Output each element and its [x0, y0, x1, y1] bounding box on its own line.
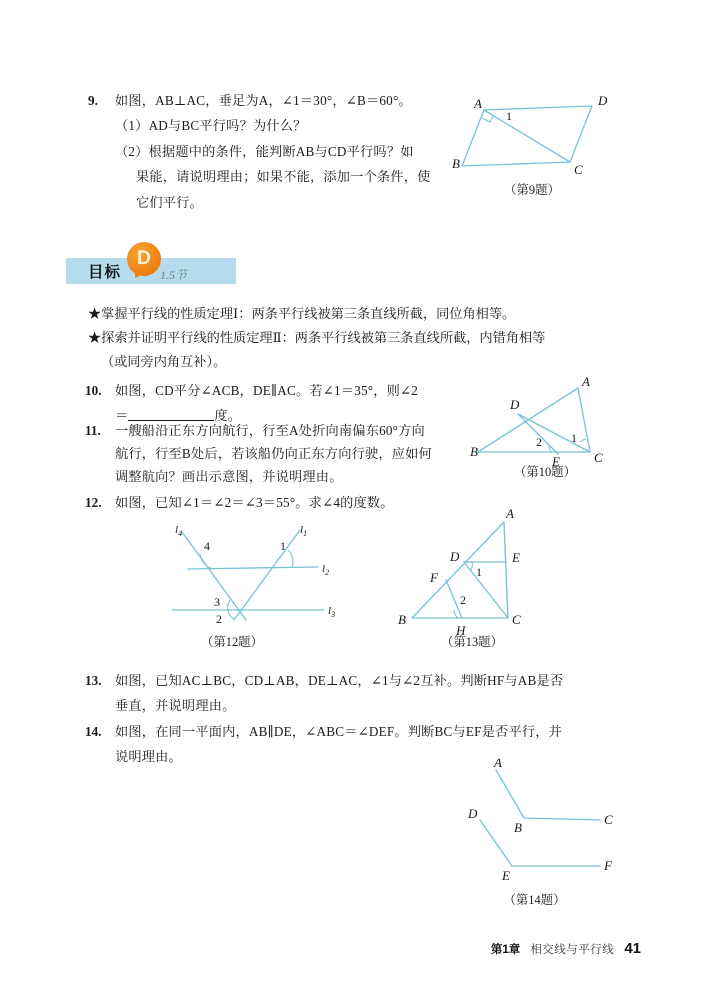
- problem-12-line-1: 如图，已知∠1＝∠2＝∠3＝55°。求∠4的度数。: [115, 495, 394, 510]
- problem-9-line-3: （2）根据题中的条件，能判断AB与CD平行吗？如: [115, 144, 414, 159]
- problem-number-9: 9.: [88, 93, 98, 108]
- problem-10-line-1: 如图，CD平分∠ACB，DE∥AC。若∠1＝35°，则∠2: [115, 383, 419, 398]
- figure-12-label-l4: $l_4$: [175, 524, 183, 538]
- figure-9-label-D: D: [598, 93, 608, 108]
- figure-14-label-B: B: [514, 820, 522, 835]
- figure-13-label-E: E: [512, 550, 520, 565]
- figure-12-label-angle-1: 1: [280, 539, 286, 553]
- figure-13-label-angle-1: 1: [476, 565, 482, 579]
- figure-12-label-angle-2: 2: [216, 612, 222, 626]
- problem-10-equals: ＝: [115, 408, 129, 423]
- figure-12-label-l3: $l_3$: [328, 605, 336, 619]
- figure-12-label-angle-4: 4: [204, 539, 210, 553]
- goal-badge-icon: [127, 242, 165, 280]
- figure-14-label-D: D: [468, 806, 478, 821]
- problem-13-line-1: 如图，已知AC⊥BC，CD⊥AB，DE⊥AC，∠1与∠2互补。判断HF与AB是否: [115, 673, 564, 688]
- figure-14-caption: （第14题）: [503, 893, 566, 907]
- goal-banner-label: 目标: [88, 264, 122, 281]
- footer-chapter-title: 相交线与平行线: [530, 944, 615, 956]
- problem-9-line-1: 如图，AB⊥AC，垂足为A，∠1＝30°，∠B＝60°。: [115, 93, 412, 108]
- problem-9-line-4: 果能，请说明理由；如果不能，添加一个条件，使: [136, 169, 431, 184]
- figure-9-label-B: B: [452, 156, 460, 171]
- figure-13-label-angle-2: 2: [460, 593, 466, 607]
- figure-13-label-C: C: [512, 612, 521, 627]
- problem-11-line-2: 航行，行至B处后，若该船仍向正东方向行驶，应如何: [115, 446, 432, 461]
- figure-10-label-angle-2: 2: [536, 435, 542, 449]
- figure-13-label-B: B: [398, 612, 406, 627]
- goal-bullet-3: （或同旁内角互补）。: [101, 354, 227, 369]
- problem-11-line-1: 一艘船沿正东方向航行，行至A处折向南偏东60°方向: [115, 423, 425, 438]
- figure-14-label-F: F: [604, 858, 612, 873]
- figure-12-label-angle-3: 3: [214, 595, 220, 609]
- figure-problem-12: [172, 524, 357, 626]
- problem-number-11: 11.: [85, 423, 101, 438]
- figure-problem-9: [452, 93, 612, 177]
- problem-13-line-2: 垂直，并说明理由。: [115, 698, 236, 713]
- figure-13-label-A: A: [506, 506, 514, 521]
- problem-number-14: 14.: [85, 724, 102, 739]
- goal-badge-letter: D: [137, 248, 151, 269]
- figure-problem-13: [392, 506, 552, 638]
- goal-section-label: 1.5节: [160, 268, 188, 282]
- problem-number-13: 13.: [85, 673, 102, 688]
- problem-number-12: 12.: [85, 495, 102, 510]
- problem-9-line-5: 它们平行。: [136, 195, 203, 210]
- figure-10-label-angle-1: 1: [571, 431, 577, 445]
- figure-14-label-C: C: [604, 812, 613, 827]
- figure-13-label-D: D: [450, 549, 460, 564]
- figure-14-label-A: A: [494, 755, 502, 770]
- goal-bullet-2: ★探索并证明平行线的性质定理Ⅱ：两条平行线被第三条直线所截，内错角相等: [88, 330, 546, 345]
- figure-12-label-l1: $l_1$: [300, 524, 308, 538]
- figure-10-label-B: B: [470, 444, 478, 459]
- problem-10-unit: 度。: [214, 408, 242, 423]
- footer-chapter-label: 第1章: [490, 944, 521, 956]
- figure-13-caption: （第13题）: [441, 635, 503, 649]
- figure-problem-14: [452, 755, 617, 884]
- figure-13-label-H: H: [456, 623, 466, 638]
- figure-10-label-C: C: [594, 450, 603, 465]
- figure-9-label-angle-1: 1: [506, 109, 512, 123]
- problem-number-10: 10.: [85, 383, 102, 398]
- goal-bullet-1: ★掌握平行线的性质定理Ⅰ：两条平行线被第三条直线所截，同位角相等。: [88, 306, 516, 321]
- figure-10-label-D: D: [510, 397, 520, 412]
- figure-10-label-A: A: [582, 374, 590, 389]
- figure-problem-10: [470, 376, 620, 468]
- figure-9-caption: （第9题）: [504, 183, 560, 197]
- figure-10-label-E: E: [552, 454, 560, 469]
- problem-11-line-3: 调整航向？画出示意图，并说明理由。: [115, 469, 343, 484]
- figure-12-caption: （第12题）: [201, 635, 263, 649]
- figure-9-label-C: C: [574, 162, 583, 177]
- problem-14-line-1: 如图，在同一平面内，AB∥DE，∠ABC＝∠DEF。判断BC与EF是否平行，并: [115, 724, 563, 739]
- footer-page-number: 41: [624, 940, 641, 957]
- figure-10-caption: （第10题）: [514, 465, 576, 479]
- problem-14-line-2: 说明理由。: [115, 749, 182, 764]
- problem-9-line-2: （1）AD与BC平行吗？为什么？: [115, 118, 307, 133]
- figure-12-label-l2: $l_2$: [322, 563, 330, 577]
- figure-9-label-A: A: [474, 96, 482, 111]
- figure-14-label-E: E: [502, 868, 510, 883]
- figure-13-label-F: F: [430, 570, 438, 585]
- page-footer: [491, 940, 641, 957]
